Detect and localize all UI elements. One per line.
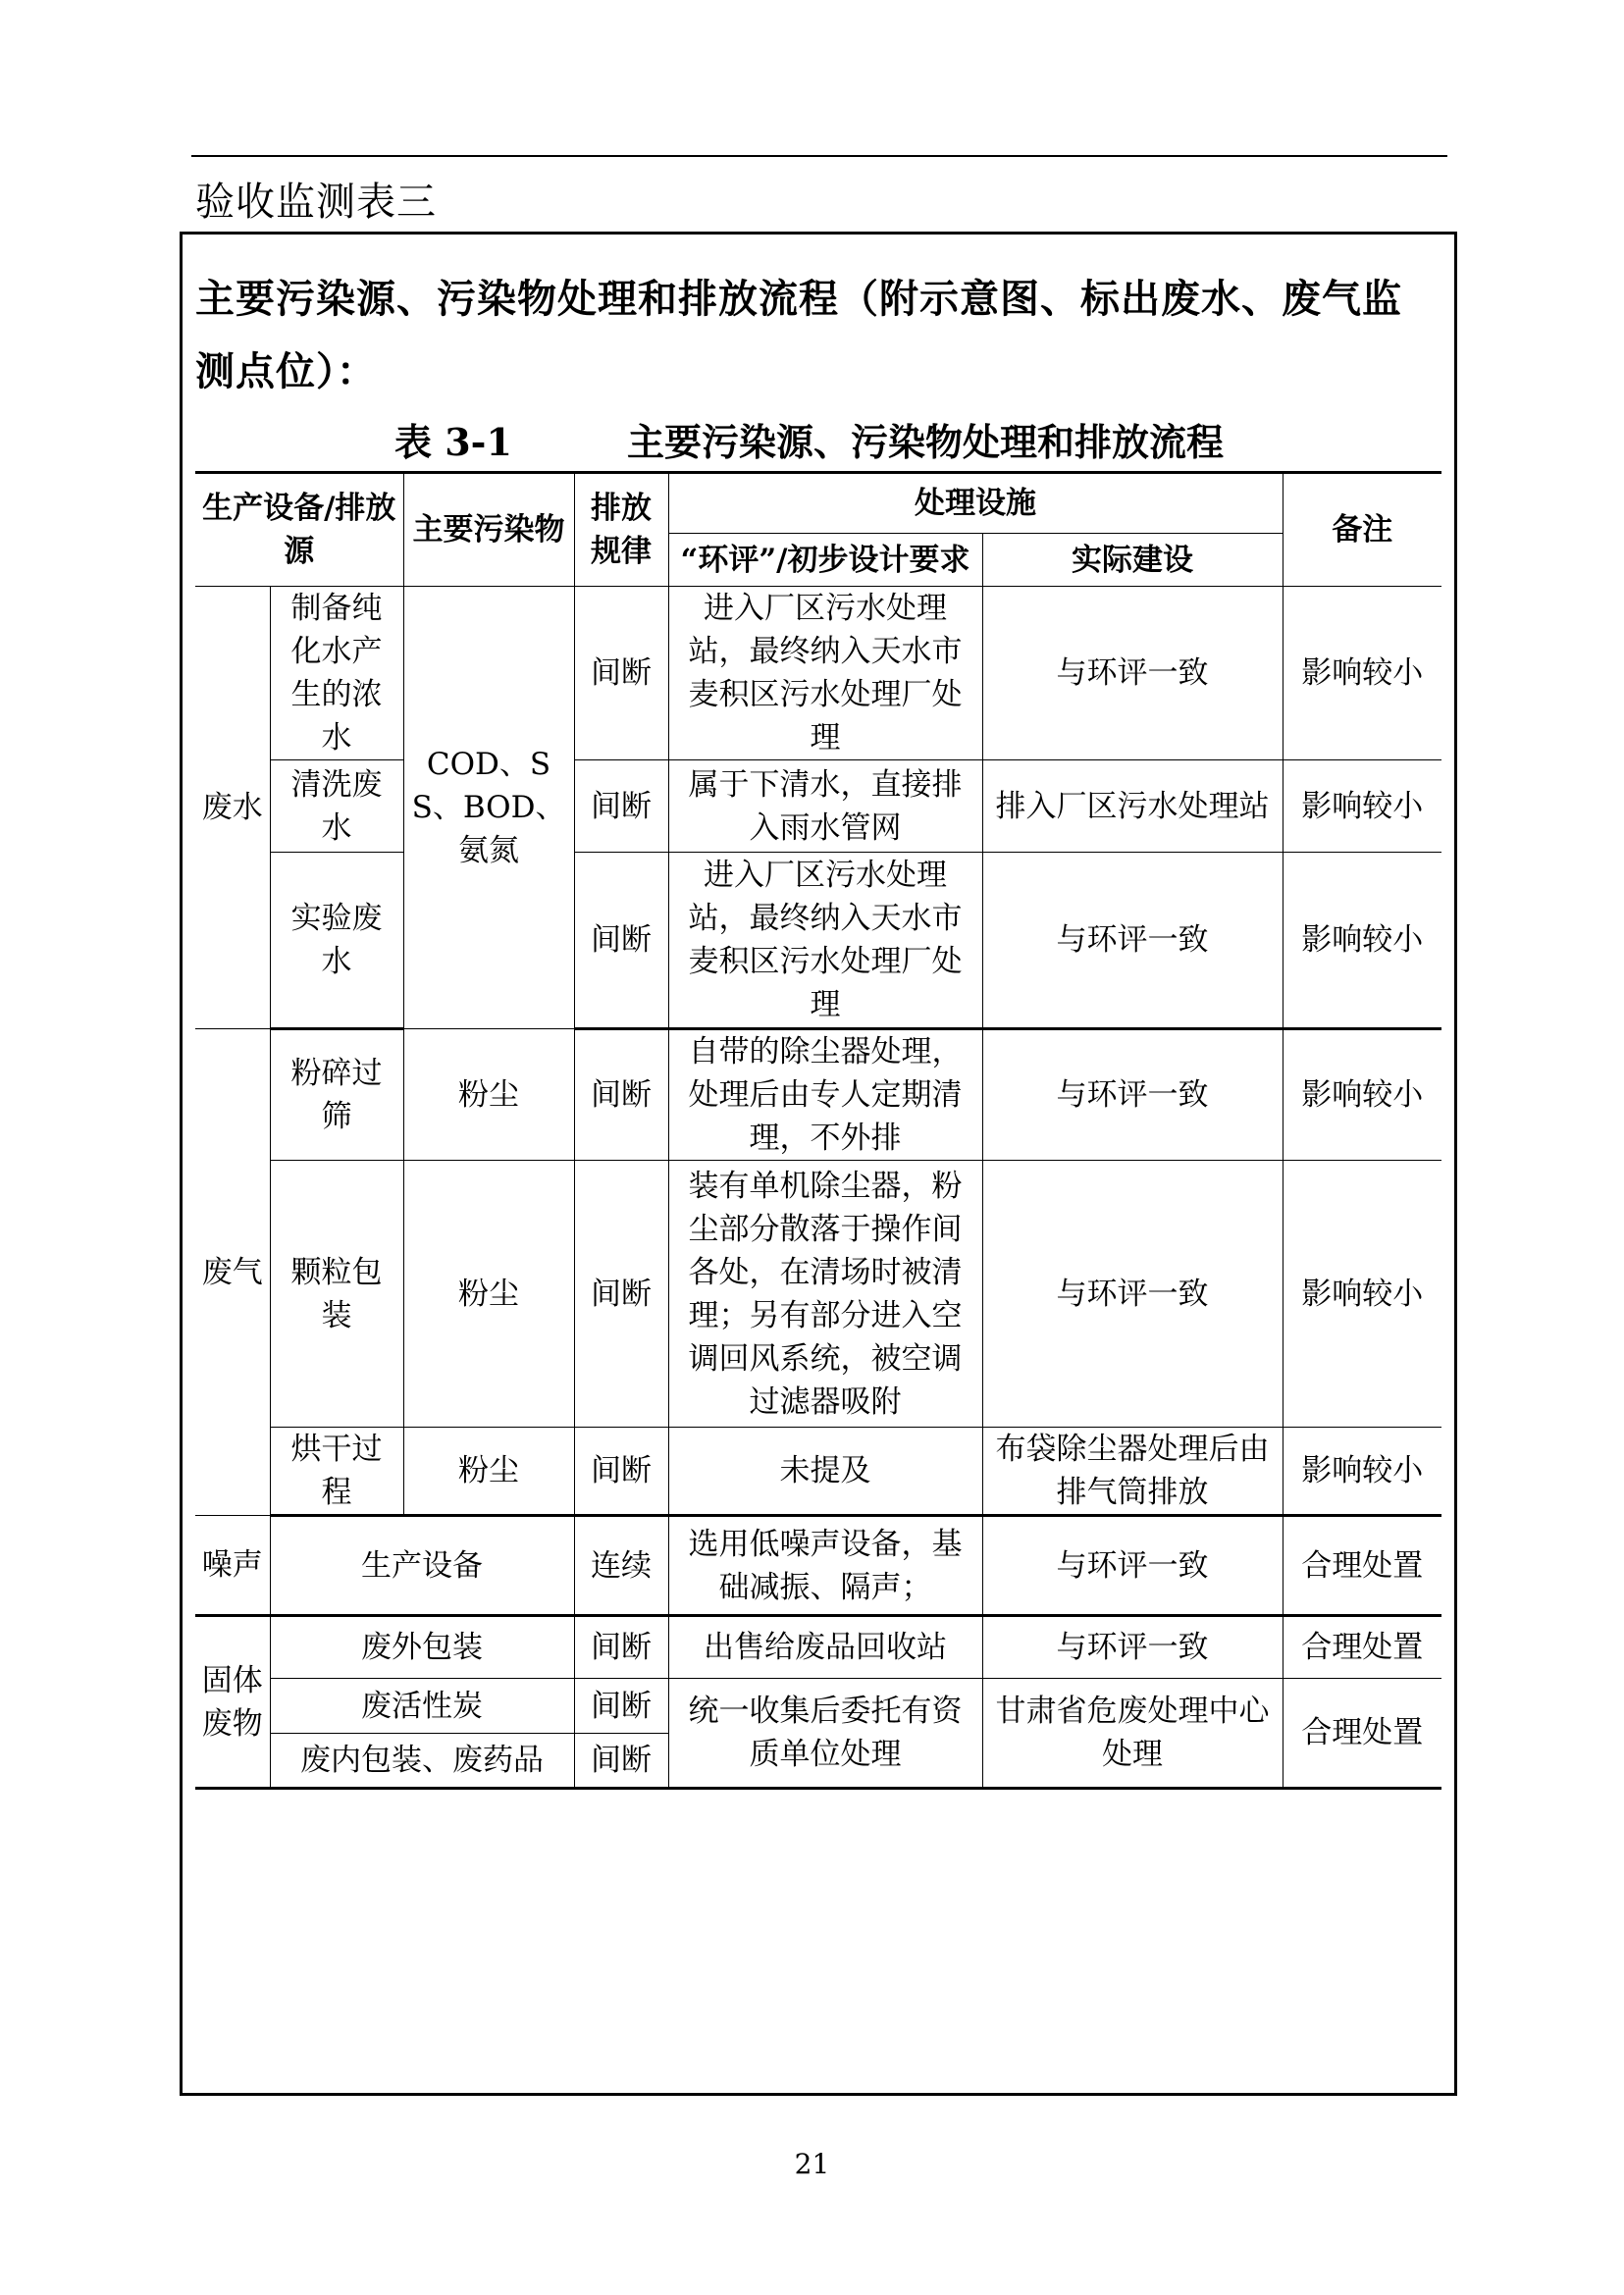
- pollutant-cell: 粉尘: [403, 1029, 574, 1161]
- header-pollutant: 主要污染物: [403, 473, 574, 587]
- table-row: [195, 760, 1441, 853]
- source-cell: 清洗废水: [270, 760, 403, 853]
- eia-cell: 装有单机除尘器，粉尘部分散落于操作间各处，在清场时被清理；另有部分进入空调回风系统，被空调过滤器吸附: [668, 1161, 982, 1428]
- header-rule: [191, 155, 1447, 157]
- eia-cell: 出售给废品回收站: [668, 1616, 982, 1679]
- pattern-cell: 间断: [574, 1428, 668, 1516]
- header-eia: “环评”/初步设计要求: [668, 534, 982, 587]
- source-cell: 烘干过程: [270, 1428, 403, 1516]
- header-actual: 实际建设: [982, 534, 1283, 587]
- source-cell: 颗粒包装: [270, 1161, 403, 1428]
- remark-cell: 合理处置: [1283, 1616, 1441, 1679]
- actual-cell: 与环评一致: [982, 587, 1283, 760]
- remark-cell: 合理处置: [1283, 1516, 1441, 1616]
- pattern-cell: 间断: [574, 1679, 668, 1734]
- page-number: 21: [794, 2148, 830, 2180]
- table-row: [195, 1428, 1441, 1516]
- pattern-cell: 间断: [574, 1616, 668, 1679]
- eia-cell: 属于下清水，直接排入雨水管网: [668, 760, 982, 853]
- category-solid-waste: 固体废物: [195, 1616, 270, 1789]
- source-cell: 废内包装、废药品: [270, 1734, 574, 1789]
- header-pattern: 排放规律: [574, 473, 668, 587]
- actual-cell: 排入厂区污水处理站: [982, 760, 1283, 853]
- source-cell: 废外包装: [270, 1616, 574, 1679]
- actual-cell: 甘肃省危废处理中心处理: [982, 1679, 1283, 1789]
- pollutant-cell: 粉尘: [403, 1161, 574, 1428]
- table-row: [195, 1516, 1441, 1616]
- actual-cell: 与环评一致: [982, 1161, 1283, 1428]
- remark-cell: 合理处置: [1283, 1679, 1441, 1789]
- eia-cell: 进入厂区污水处理站，最终纳入天水市麦积区污水处理厂处理: [668, 853, 982, 1029]
- source-cell: 废活性炭: [270, 1679, 574, 1734]
- actual-cell: 布袋除尘器处理后由排气筒排放: [982, 1428, 1283, 1516]
- eia-cell: 未提及: [668, 1428, 982, 1516]
- eia-cell: 统一收集后委托有资质单位处理: [668, 1679, 982, 1789]
- pattern-cell: 连续: [574, 1516, 668, 1616]
- table-row: [195, 1679, 1441, 1734]
- pattern-cell: 间断: [574, 853, 668, 1029]
- eia-cell: 自带的除尘器处理，处理后由专人定期清理，不外排: [668, 1029, 982, 1161]
- eia-cell: 进入厂区污水处理站，最终纳入天水市麦积区污水处理厂处理: [668, 587, 982, 760]
- header-remark: 备注: [1283, 473, 1441, 587]
- remark-cell: 影响较小: [1283, 760, 1441, 853]
- table-row: [195, 1161, 1441, 1428]
- source-cell: 实验废水: [270, 853, 403, 1029]
- actual-cell: 与环评一致: [982, 1516, 1283, 1616]
- pattern-cell: 间断: [574, 1029, 668, 1161]
- actual-cell: 与环评一致: [982, 853, 1283, 1029]
- actual-cell: 与环评一致: [982, 1029, 1283, 1161]
- eia-cell: 选用低噪声设备，基础减振、隔声；: [668, 1516, 982, 1616]
- pattern-cell: 间断: [574, 1734, 668, 1789]
- remark-cell: 影响较小: [1283, 1029, 1441, 1161]
- remark-cell: 影响较小: [1283, 587, 1441, 760]
- source-cell: 粉碎过筛: [270, 1029, 403, 1161]
- remark-cell: 影响较小: [1283, 1428, 1441, 1516]
- pattern-cell: 间断: [574, 587, 668, 760]
- pollution-table: [195, 471, 1441, 1790]
- table-row: [195, 587, 1441, 760]
- header-source: 生产设备/排放源: [195, 473, 403, 587]
- pattern-cell: 间断: [574, 1161, 668, 1428]
- pollutant-cell: COD、SS、BOD、氨氮: [403, 587, 574, 1029]
- table-caption-number: 表 3-1: [394, 420, 512, 464]
- intro-text: 主要污染源、污染物处理和排放流程（附示意图、标出废水、废气监测点位）：: [195, 276, 1402, 394]
- pattern-cell: 间断: [574, 760, 668, 853]
- table-row: [195, 1616, 1441, 1679]
- actual-cell: 与环评一致: [982, 1616, 1283, 1679]
- table-row: [195, 1029, 1441, 1161]
- category-wastewater: 废水: [195, 587, 270, 1029]
- table-row: [195, 853, 1441, 1029]
- source-cell: 制备纯化水产生的浓水: [270, 587, 403, 760]
- remark-cell: 影响较小: [1283, 853, 1441, 1029]
- section-title: 验收监测表三: [195, 180, 437, 225]
- category-exhaust: 废气: [195, 1029, 270, 1516]
- table-caption-title: 主要污染源、污染物处理和排放流程: [627, 420, 1225, 464]
- header-facility: 处理设施: [668, 473, 1283, 534]
- pollutant-cell: 粉尘: [403, 1428, 574, 1516]
- category-noise: 噪声: [195, 1516, 270, 1616]
- remark-cell: 影响较小: [1283, 1161, 1441, 1428]
- source-cell: 生产设备: [270, 1516, 574, 1616]
